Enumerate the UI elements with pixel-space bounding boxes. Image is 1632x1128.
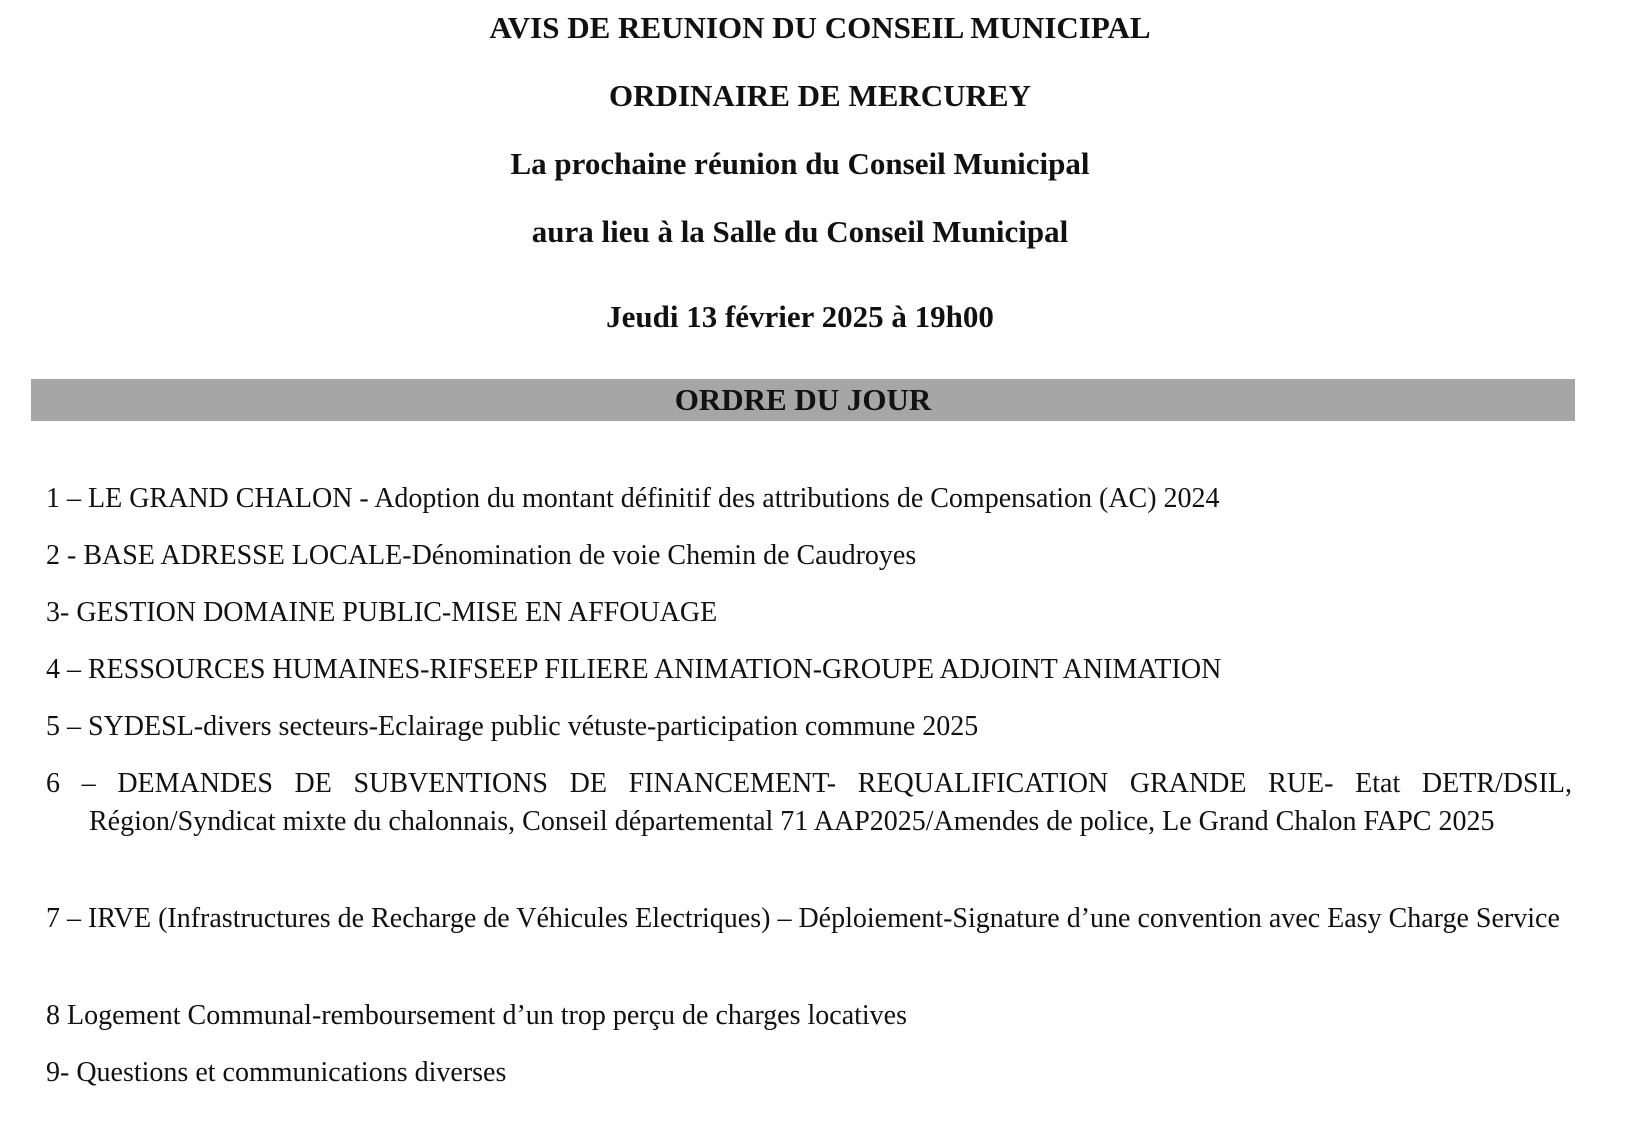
notice-subtitle: ORDINAIRE DE MERCUREY: [609, 78, 1031, 113]
agenda-item-8: 8 Logement Communal-remboursement d’un trop perçu de charges locatives: [46, 1000, 907, 1031]
agenda-heading: ORDRE DU JOUR: [674, 382, 932, 417]
agenda-banner: [31, 379, 1575, 421]
meeting-location: aura lieu à la Salle du Conseil Municipal: [531, 214, 1069, 249]
agenda-item-1: 1 – LE GRAND CHALON - Adoption du montant définitif des attributions de Compensation (AC) 2024: [46, 483, 1220, 514]
agenda-item-3: 3- GESTION DOMAINE PUBLIC-MISE EN AFFOUAGE: [46, 597, 718, 628]
meeting-date: Jeudi 13 février 2025 à 19h00: [606, 299, 994, 334]
agenda-item-6: 6 – DEMANDES DE SUBVENTIONS DE FINANCEMENT- REQUALIFICATION GRANDE RUE- Etat DETR/DSIL, Région/Syndicat mixte du chalonnais, Conseil départemental 71 AAP2025/Amendes de police, Le Grand Chalon FAPC 2025: [46, 768, 1572, 837]
agenda-item-5: 5 – SYDESL-divers secteurs-Eclairage public vétuste-participation commune 2025: [46, 711, 979, 742]
meeting-announcement: La prochaine réunion du Conseil Municipal: [510, 146, 1090, 181]
notice-title: AVIS DE REUNION DU CONSEIL MUNICIPAL: [489, 10, 1151, 45]
agenda-item-4: 4 – RESSOURCES HUMAINES-RIFSEEP FILIERE ANIMATION-GROUPE ADJOINT ANIMATION: [46, 654, 1222, 685]
agenda-item-2: 2 - BASE ADRESSE LOCALE-Dénomination de voie Chemin de Caudroyes: [46, 540, 917, 571]
agenda-item-9: 9- Questions et communications diverses: [46, 1057, 507, 1088]
agenda-item-7: 7 – IRVE (Infrastructures de Recharge de Véhicules Electriques) – Déploiement-Signature d’une convention avec Easy Charge Service: [46, 903, 1560, 934]
